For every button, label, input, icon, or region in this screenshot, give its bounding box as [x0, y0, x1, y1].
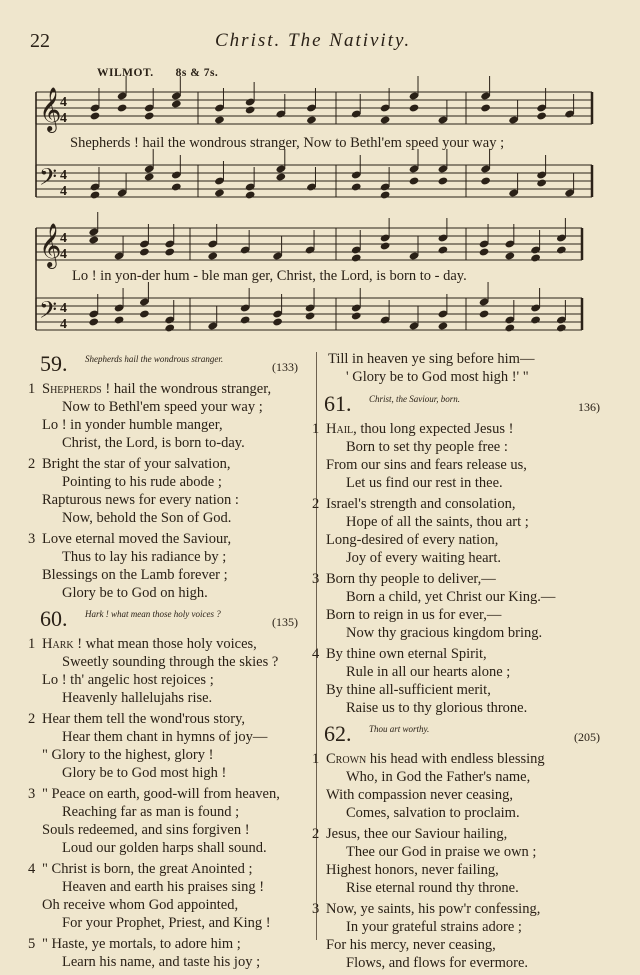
verse-text: Who, in God the Father's name,: [346, 769, 531, 785]
verse-line: [28, 821, 310, 839]
time-signature-bottom: 4: [60, 317, 67, 332]
verse-line: [312, 420, 612, 438]
verse-line: [312, 570, 612, 588]
hymn-heading: [28, 350, 310, 380]
verse-line: [312, 825, 612, 843]
note-head: [88, 235, 99, 244]
stanza-number: 1: [312, 751, 320, 767]
verse-line: [312, 786, 612, 804]
verse-line: [312, 606, 612, 624]
verse-text: Christ, the Lord, is born to-day.: [62, 435, 245, 451]
note-head: [117, 103, 128, 112]
verse-text: Flows, and flows for evermore.: [346, 955, 529, 971]
verse-line: [312, 804, 612, 822]
verse-line: [28, 953, 310, 971]
verse-line: [312, 368, 612, 386]
verse-text: By thine all-sufficient merit,: [326, 682, 491, 698]
stanza-number: 1: [312, 421, 320, 437]
note-head: [409, 176, 420, 185]
note-head: [438, 321, 449, 330]
note-head: [530, 253, 541, 262]
right-column: [312, 350, 612, 975]
verse-line: [28, 548, 310, 566]
hymn-number: 61.: [324, 391, 352, 416]
stanza-number: 3: [312, 901, 320, 917]
verse-line: [28, 746, 310, 764]
note-head: [480, 176, 491, 185]
verse-line: [312, 350, 612, 368]
note-head: [88, 317, 99, 326]
verse-line: [28, 689, 310, 707]
verse-text: Learn his name, and taste his joy ;: [62, 954, 261, 970]
verse-text: Souls redeemed, and sins forgiven !: [42, 822, 250, 838]
verse-line: [28, 416, 310, 434]
hymn-reference: (205): [574, 730, 600, 744]
verse-text: " Haste, ye mortals, to adore him ;: [42, 936, 241, 952]
verse-text: Israel's strength and consolation,: [326, 496, 516, 512]
verse-text: Hear them tell the wond'rous story,: [42, 711, 246, 727]
verse-line: [312, 474, 612, 492]
verse-line: [28, 509, 310, 527]
verse-line: [28, 935, 310, 953]
note-head: [438, 245, 449, 254]
verse-text: Now, behold the Son of God.: [62, 510, 232, 526]
verse-line: [28, 671, 310, 689]
verse-line: [312, 936, 612, 954]
note-head: [272, 317, 283, 326]
verse-text: For his mercy, never ceasing,: [326, 937, 496, 953]
time-signature-top: 4: [60, 231, 67, 246]
verse-text: Thus to lay his radiance by ;: [62, 549, 227, 565]
note-head: [556, 323, 567, 332]
note-head: [144, 111, 155, 120]
verse-line: [312, 456, 612, 474]
verse-text: Loud our golden harps shall sound.: [62, 840, 267, 856]
verse-text: " Christ is born, the great Anointed ;: [42, 861, 253, 877]
note-head: [536, 111, 547, 120]
hymn-heading: [28, 605, 310, 635]
note-head: [351, 311, 362, 320]
verse-text: ' Glory be to God most high !' ": [346, 369, 529, 385]
verse-text: Joy of every waiting heart.: [346, 550, 502, 566]
stanza-number: 4: [312, 646, 320, 662]
hymn-heading: [312, 720, 612, 750]
stanza: [28, 380, 310, 452]
bass-clef-icon: 𝄢: [39, 296, 58, 329]
verse-text: Love eternal moved the Saviour,: [42, 531, 232, 547]
verse-line: [28, 896, 310, 914]
note-head: [504, 251, 515, 260]
stanza-number: 1: [28, 381, 36, 397]
note-head: [504, 323, 515, 332]
hymn-block: [28, 605, 310, 971]
verse-text: Glory be to God on high.: [62, 585, 208, 601]
verse-line: [28, 455, 310, 473]
stanza: [312, 495, 612, 567]
note-head: [479, 309, 490, 318]
stanza-number: 3: [312, 571, 320, 587]
verse-line: [28, 710, 310, 728]
verse-line: [28, 653, 310, 671]
note-head: [351, 182, 362, 191]
verse-text: Bright the star of your salvation,: [42, 456, 231, 472]
note-head: [139, 247, 150, 256]
verse-line: [28, 584, 310, 602]
stanza: [28, 530, 310, 602]
verse-line: [312, 861, 612, 879]
time-signature-top: 4: [60, 95, 67, 110]
verse-text: From our sins and fears release us,: [326, 457, 527, 473]
verse-text: Born a child, yet Christ our King.—: [346, 589, 556, 605]
verse-line: [312, 663, 612, 681]
hymn-number: 59.: [40, 351, 68, 376]
stanza-number: 2: [312, 496, 320, 512]
note-head: [479, 247, 490, 256]
note-head: [380, 115, 391, 124]
note-head: [90, 111, 101, 120]
verse-text: Sweetly sounding through the skies ?: [62, 654, 279, 670]
verse-text: Rapturous news for every nation :: [42, 492, 239, 508]
verse-text: Born to reign in us for ever,—: [326, 607, 502, 623]
verse-text: Comes, salvation to proclaim.: [346, 805, 520, 821]
verse-line: [28, 785, 310, 803]
note-head: [556, 245, 567, 254]
verse-line: [312, 900, 612, 918]
verse-line: [312, 918, 612, 936]
note-head: [207, 251, 218, 260]
stanza: [28, 455, 310, 527]
verse-line: [28, 635, 310, 653]
note-head: [171, 99, 182, 108]
time-signature-bottom: 4: [60, 111, 67, 126]
verse-text: Born to set thy people free :: [346, 439, 508, 455]
note-head: [305, 311, 316, 320]
verse-line: [28, 914, 310, 932]
verse-line: [28, 398, 310, 416]
verse-text: Shepherds ! hail the wondrous stranger,: [42, 381, 272, 397]
note-head: [90, 190, 101, 199]
time-signature-top: 4: [60, 168, 67, 183]
note-head: [164, 323, 175, 332]
note-head: [306, 115, 317, 124]
note-head: [438, 176, 449, 185]
verse-line: [312, 438, 612, 456]
verse-line: [28, 491, 310, 509]
stanza: [28, 860, 310, 932]
note-head: [214, 115, 225, 124]
hymn-reference: 136): [578, 400, 600, 414]
stanza: [312, 900, 612, 972]
verse-line: [312, 750, 612, 768]
verse-text: Jesus, thee our Saviour hailing,: [326, 826, 508, 842]
hymn-title: Hark ! what mean those holy voices ?: [85, 609, 221, 619]
stanza: [28, 710, 310, 782]
time-signature-bottom: 4: [60, 247, 67, 262]
tune-name: WILMOT.: [97, 67, 154, 79]
page-number: 22: [30, 30, 50, 52]
verse-text: Crown his head with endless blessing: [326, 751, 545, 767]
verse-line: [28, 380, 310, 398]
hymn-block: [312, 720, 612, 972]
verse-line: [28, 566, 310, 584]
verse-text: Long-desired of every nation,: [326, 532, 499, 548]
verse-text: Lo ! in yonder humble manger,: [42, 417, 223, 433]
verse-line: [312, 513, 612, 531]
verse-line: [312, 699, 612, 717]
verse-text: Lo ! th' angelic host rejoices ;: [42, 672, 214, 688]
note-head: [409, 103, 420, 112]
verse-line: [312, 681, 612, 699]
verse-text: Now to Bethl'em speed your way ;: [62, 399, 263, 415]
note-head: [351, 253, 362, 262]
note-head: [144, 172, 155, 181]
verse-text: Till in heaven ye sing before him—: [328, 351, 535, 367]
verse-line: [312, 549, 612, 567]
verse-line: [28, 728, 310, 746]
verse-text: Now, ye saints, his pow'r confessing,: [326, 901, 541, 917]
verse-line: [28, 839, 310, 857]
hymn-block: [28, 350, 310, 602]
time-signature-bottom: 4: [60, 184, 67, 199]
verse-text: With compassion never ceasing,: [326, 787, 514, 803]
verse-line: [312, 768, 612, 786]
hymn-reference: (135): [272, 615, 298, 629]
note-head: [380, 241, 391, 250]
lyric-line-1: Shepherds ! hail the wondrous stranger, Now to Bethl'em speed your way ;: [70, 135, 505, 151]
left-column: [28, 350, 310, 974]
note-head: [530, 315, 541, 324]
hymn-title: Thou art worthy.: [369, 724, 430, 734]
verse-text: Oh receive whom God appointed,: [42, 897, 239, 913]
stanza: [28, 935, 310, 971]
stanza: [312, 570, 612, 642]
note-head: [536, 178, 547, 187]
note-head: [164, 247, 175, 256]
note-head: [275, 172, 286, 181]
verse-text: " Peace on earth, good-will from heaven,: [42, 786, 280, 802]
hymn-block: [312, 350, 612, 386]
stanza-number: 1: [28, 636, 36, 652]
verse-text: Pointing to his rude abode ;: [62, 474, 222, 490]
time-signature-top: 4: [60, 301, 67, 316]
treble-clef-icon: 𝄞: [39, 223, 62, 267]
hymn-number: 62.: [324, 721, 352, 746]
hymn-title: Shepherds hail the wondrous stranger.: [85, 354, 224, 364]
verse-line: [28, 878, 310, 896]
verse-text: In your grateful strains adore ;: [346, 919, 522, 935]
verse-line: [312, 531, 612, 549]
verse-text: " Glory to the highest, glory !: [42, 747, 214, 763]
stanza-number: 3: [28, 786, 36, 802]
verse-text: Let us find our rest in thee.: [346, 475, 503, 491]
stanza-number: 3: [28, 531, 36, 547]
verse-text: Heaven and earth his praises sing !: [62, 879, 265, 895]
note-head: [139, 309, 150, 318]
verse-text: Now thy gracious kingdom bring.: [346, 625, 543, 641]
verse-line: [312, 645, 612, 663]
verse-text: By thine own eternal Spirit,: [326, 646, 487, 662]
note-head: [245, 190, 256, 199]
stanza-number: 2: [28, 711, 36, 727]
lyric-line-2: Lo ! in yon-der hum - ble man ger, Christ, the Lord, is born to - day.: [72, 268, 467, 284]
stanza: [28, 635, 310, 707]
verse-text: Reaching far as man is found ;: [62, 804, 240, 820]
verse-text: Rise eternal round thy throne.: [346, 880, 519, 896]
stanza-number: 2: [312, 826, 320, 842]
stanza-number: 5: [28, 936, 36, 952]
verse-text: Heavenly hallelujahs rise.: [62, 690, 213, 706]
note-head: [114, 315, 125, 324]
music-notation: [0, 0, 640, 345]
treble-clef-icon: 𝄞: [39, 87, 62, 131]
verse-text: Born thy people to deliver,—: [326, 571, 496, 587]
verse-line: [312, 954, 612, 972]
stanza-number: 2: [28, 456, 36, 472]
hymn-heading: [312, 390, 612, 420]
verse-text: Blessings on the Lamb forever ;: [42, 567, 228, 583]
stanza-number: 4: [28, 861, 36, 877]
verse-line: [312, 624, 612, 642]
note-head: [480, 103, 491, 112]
verse-line: [28, 434, 310, 452]
stanza: [312, 825, 612, 897]
verse-line: [312, 843, 612, 861]
verse-text: Hope of all the saints, thou art ;: [346, 514, 529, 530]
verse-line: [28, 860, 310, 878]
verse-line: [312, 879, 612, 897]
hymn-block: [312, 390, 612, 717]
verse-text: Thee our God in praise we own ;: [346, 844, 537, 860]
note-head: [240, 315, 251, 324]
verse-text: Hail, thou long expected Jesus !: [326, 421, 514, 437]
verse-text: Hark ! what mean those holy voices,: [42, 636, 257, 652]
verse-line: [28, 530, 310, 548]
hymn-number: 60.: [40, 606, 68, 631]
verse-line: [28, 473, 310, 491]
hymn-title: Christ, the Saviour, born.: [369, 394, 461, 404]
stanza: [312, 750, 612, 822]
verse-text: Rule in all our hearts alone ;: [346, 664, 511, 680]
verse-line: [312, 495, 612, 513]
verse-text: Hear them chant in hymns of joy—: [62, 729, 268, 745]
hymn-reference: (133): [272, 360, 298, 374]
tune-meter: 8s & 7s.: [175, 67, 219, 79]
stanza: [28, 785, 310, 857]
verse-text: Glory be to God most high !: [62, 765, 227, 781]
verse-text: Raise us to thy glorious throne.: [346, 700, 528, 716]
note-head: [380, 190, 391, 199]
note-head: [245, 105, 256, 114]
verse-line: [28, 803, 310, 821]
note-head: [171, 182, 182, 191]
verse-text: Highest honors, never failing,: [326, 862, 499, 878]
verse-line: [28, 764, 310, 782]
running-title: Christ. The Nativity.: [215, 30, 412, 51]
verse-line: [312, 588, 612, 606]
verse-text: For your Prophet, Priest, and King !: [62, 915, 271, 931]
note-head: [214, 188, 225, 197]
bass-clef-icon: 𝄢: [39, 163, 58, 196]
stanza: [312, 420, 612, 492]
stanza: [312, 645, 612, 717]
